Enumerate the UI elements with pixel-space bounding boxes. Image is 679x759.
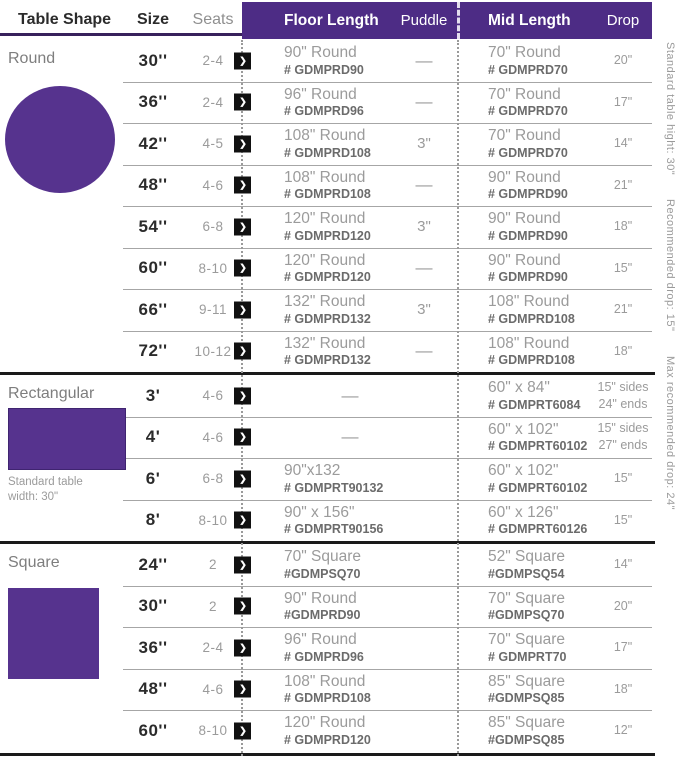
- size-cell: 8': [145, 510, 161, 530]
- floor-length-cell: [242, 504, 390, 537]
- section-label-rectangular: Rectangular: [8, 385, 95, 402]
- size-cell: 48'': [138, 175, 168, 195]
- column-header-mid-length: Mid Length: [488, 11, 571, 29]
- floor-part-number: # GDMPRD108: [284, 187, 371, 202]
- chart-header: [0, 0, 679, 40]
- seats-cell: 2-4: [202, 94, 224, 110]
- size-cell: 30'': [138, 596, 168, 616]
- floor-length-value: 96" Round: [284, 631, 357, 649]
- size-cell: 60'': [138, 258, 168, 278]
- puddle-cell: 3": [417, 301, 431, 319]
- drop-cell: 20": [613, 53, 633, 68]
- drop-sides: 15" sides: [597, 421, 649, 436]
- puddle-cell: —: [415, 175, 433, 195]
- size-cell: 36'': [138, 637, 168, 657]
- column-header-table-shape: Table Shape: [18, 11, 112, 28]
- floor-part-number: # GDMPRD132: [284, 353, 371, 368]
- floor-length-cell: [242, 44, 390, 77]
- mid-length-value: 90" Round: [488, 168, 561, 186]
- seats-cell: 6-8: [202, 471, 224, 487]
- drop-cell: [594, 420, 652, 454]
- arrow-icon: ❯: [234, 260, 251, 277]
- floor-length-value: 108" Round: [284, 127, 366, 145]
- floor-length-cell: [242, 631, 390, 664]
- table-row: [0, 627, 679, 669]
- mid-length-value: 60" x 102": [488, 420, 559, 438]
- floor-length-cell: [242, 673, 390, 706]
- table-row: [0, 500, 679, 542]
- arrow-icon: ❯: [234, 681, 251, 698]
- seats-cell: 2-4: [202, 640, 224, 656]
- drop-ends: 27" ends: [598, 438, 648, 453]
- floor-length-value: 90" Round: [284, 589, 357, 607]
- seats-cell: 8-10: [198, 723, 228, 739]
- arrow-icon: ❯: [234, 177, 251, 194]
- mid-part-number: # GDMPRD90: [488, 228, 568, 243]
- floor-length-cell: [242, 252, 390, 285]
- mid-part-number: # GDMPRD70: [488, 145, 568, 160]
- floor-length-value: 120" Round: [284, 251, 366, 269]
- mid-length-cell: [458, 169, 594, 202]
- floor-length-value: 108" Round: [284, 672, 366, 690]
- arrow-icon: ❯: [234, 94, 251, 111]
- arrow-icon: ❯: [234, 429, 251, 446]
- seats-cell: 2: [208, 598, 217, 614]
- floor-part-number: # GDMPRD120: [284, 270, 371, 285]
- floor-part-number: # GDMPRD96: [284, 649, 364, 664]
- floor-part-number: # GDMPRD96: [284, 104, 364, 119]
- floor-length-value: 120" Round: [284, 714, 366, 732]
- rectangle-shape-icon: [8, 408, 126, 470]
- mid-length-cell: [458, 590, 594, 623]
- table-row: [0, 206, 679, 248]
- floor-length-value: 132" Round: [284, 334, 366, 352]
- size-cell: 60'': [138, 720, 168, 740]
- floor-length-cell: [242, 462, 390, 495]
- arrow-icon: ❯: [234, 722, 251, 739]
- drop-cell: 18": [613, 681, 633, 696]
- mid-length-value: 70" Round: [488, 85, 561, 103]
- drop-cell: 15": [613, 471, 633, 486]
- shape-cell-square: [0, 544, 122, 572]
- floor-length-cell: [242, 210, 390, 243]
- floor-length-cell: [242, 86, 390, 119]
- mid-length-cell: [458, 379, 594, 412]
- mid-length-value: 85" Square: [488, 714, 566, 732]
- drop-cell: 14": [613, 136, 633, 151]
- mid-length-cell: [458, 335, 594, 368]
- square-shape-icon: [8, 588, 99, 679]
- mid-length-cell: [458, 631, 594, 664]
- section-label-round: Round: [8, 50, 56, 67]
- seats-cell: 8-10: [198, 260, 228, 276]
- seats-cell: 4-6: [202, 177, 224, 193]
- table-row: [0, 289, 679, 331]
- column-header-floor-length: Floor Length: [284, 11, 379, 29]
- size-cell: 24'': [138, 554, 168, 574]
- drop-ends: 24" ends: [598, 396, 648, 411]
- column-header-size: Size: [136, 11, 169, 28]
- bottom-border: [0, 753, 655, 756]
- floor-length-cell: [242, 335, 390, 368]
- column-header-seats: Seats: [192, 11, 234, 28]
- floor-part-number: # GDMPRD120: [284, 228, 371, 243]
- arrow-icon: ❯: [234, 512, 251, 529]
- seats-cell: 10-12: [194, 343, 232, 359]
- mid-length-cell: [458, 462, 594, 495]
- floor-length-value: 120" Round: [284, 210, 366, 228]
- mid-part-number: # GDMPRD108: [488, 311, 575, 326]
- floor-length-cell: [242, 548, 390, 581]
- floor-length-value: 90" x 156": [284, 503, 355, 521]
- table-row: [0, 586, 679, 628]
- mid-part-number: # GDMPRD70: [488, 62, 568, 77]
- drop-cell: 20": [613, 598, 633, 613]
- floor-length-cell: [242, 590, 390, 623]
- table-row: [0, 710, 679, 752]
- seats-cell: 8-10: [198, 512, 228, 528]
- size-cell: 42'': [138, 133, 168, 153]
- seats-cell: 6-8: [202, 219, 224, 235]
- column-header-puddle: Puddle: [400, 12, 448, 29]
- arrow-icon: ❯: [234, 556, 251, 573]
- mid-length-value: 108" Round: [488, 334, 570, 352]
- floor-part-number: # GDMPRD108: [284, 145, 371, 160]
- puddle-cell: —: [415, 341, 433, 361]
- size-cell: 54'': [138, 216, 168, 236]
- size-cell: 3': [145, 385, 161, 405]
- floor-length-value: 90"x132: [284, 462, 341, 480]
- floor-part-number: # GDMPRD132: [284, 311, 371, 326]
- puddle-cell: 3": [417, 135, 431, 153]
- mid-part-number: # GDMPRT60126: [488, 522, 588, 537]
- mid-part-number: #GDMPSQ70: [488, 608, 565, 623]
- mid-length-value: 60" x 102": [488, 462, 559, 480]
- mid-part-number: #GDMPSQ54: [488, 566, 565, 581]
- arrow-icon: ❯: [234, 52, 251, 69]
- floor-length-value: 96" Round: [284, 85, 357, 103]
- puddle-cell: 3": [417, 218, 431, 236]
- mid-length-value: 70" Square: [488, 589, 566, 607]
- side-note-max-drop: Max recommended drop: 24": [664, 355, 676, 510]
- mid-part-number: # GDMPRD70: [488, 104, 568, 119]
- size-cell: 36'': [138, 92, 168, 112]
- size-cell: 72'': [138, 341, 168, 361]
- drop-cell: 17": [613, 94, 633, 109]
- size-cell: 48'': [138, 679, 168, 699]
- drop-cell: 18": [613, 343, 633, 358]
- mid-length-value: 90" Round: [488, 251, 561, 269]
- drop-cell: 18": [613, 219, 633, 234]
- puddle-cell: —: [415, 50, 433, 70]
- round-shape-icon: [5, 86, 115, 193]
- seats-cell: 2: [208, 557, 217, 573]
- mid-length-value: 70" Square: [488, 631, 566, 649]
- floor-length-value: 90" Round: [284, 44, 357, 62]
- mid-length-cell: [458, 714, 594, 747]
- mid-length-value: 70" Round: [488, 44, 561, 62]
- arrow-icon: ❯: [234, 387, 251, 404]
- mid-length-cell: [458, 421, 594, 454]
- seats-cell: 4-6: [202, 681, 224, 697]
- mid-length-cell: [458, 293, 594, 326]
- mid-part-number: #GDMPSQ85: [488, 732, 565, 747]
- mid-length-cell: [458, 673, 594, 706]
- arrow-icon: ❯: [234, 470, 251, 487]
- arrow-icon: ❯: [234, 135, 251, 152]
- mid-part-number: # GDMPRT60102: [488, 439, 588, 454]
- drop-cell: 21": [613, 302, 633, 317]
- size-cell: 4': [145, 427, 161, 447]
- arrow-icon: ❯: [234, 301, 251, 318]
- floor-length-cell: —: [341, 427, 359, 447]
- mid-length-value: 52" Square: [488, 548, 566, 566]
- puddle-cell: —: [415, 258, 433, 278]
- section-round: [0, 40, 679, 372]
- floor-length-cell: [242, 293, 390, 326]
- floor-length-value: 108" Round: [284, 168, 366, 186]
- drop-cell: 14": [613, 557, 633, 572]
- mid-part-number: # GDMPRT70: [488, 649, 567, 664]
- band-dashed-divider: [457, 2, 460, 39]
- mid-length-cell: [458, 44, 594, 77]
- section-label-square: Square: [8, 554, 60, 571]
- floor-part-number: # GDMPRT90132: [284, 480, 384, 495]
- floor-part-number: #GDMPSQ70: [284, 566, 361, 581]
- floor-length-cell: [242, 127, 390, 160]
- side-note: [664, 42, 676, 534]
- mid-length-value: 70" Round: [488, 127, 561, 145]
- arrow-icon: ❯: [234, 598, 251, 615]
- header-underline: [0, 33, 243, 36]
- floor-part-number: # GDMPRD108: [284, 691, 371, 706]
- mid-length-value: 108" Round: [488, 293, 570, 311]
- arrow-icon: ❯: [234, 218, 251, 235]
- drop-sides: 15" sides: [597, 379, 649, 394]
- floor-part-number: # GDMPRD120: [284, 732, 371, 747]
- drop-cell: 12": [613, 723, 633, 738]
- drop-cell: 17": [613, 640, 633, 655]
- mid-part-number: # GDMPRD90: [488, 187, 568, 202]
- seats-cell: 4-6: [202, 388, 224, 404]
- seats-cell: 2-4: [202, 53, 224, 69]
- shape-cell-round: [0, 40, 122, 68]
- seats-cell: 9-11: [198, 302, 228, 318]
- arrow-icon: ❯: [234, 343, 251, 360]
- mid-part-number: #GDMPSQ85: [488, 691, 565, 706]
- floor-length-value: 132" Round: [284, 293, 366, 311]
- purple-header-band: [242, 2, 652, 39]
- mid-length-value: 90" Round: [488, 210, 561, 228]
- arrow-icon: ❯: [234, 639, 251, 656]
- floor-length-cell: —: [341, 385, 359, 405]
- dotted-divider-right: [457, 40, 459, 756]
- mid-length-value: 60" x 126": [488, 503, 559, 521]
- mid-length-cell: [458, 86, 594, 119]
- puddle-cell: —: [415, 92, 433, 112]
- size-cell: 6': [145, 468, 161, 488]
- size-cell: 30'': [138, 50, 168, 70]
- mid-length-cell: [458, 127, 594, 160]
- side-note-table-height: Standard table hight: 30": [664, 42, 676, 176]
- floor-length-cell: [242, 169, 390, 202]
- mid-part-number: # GDMPRD108: [488, 353, 575, 368]
- shape-cell-rectangular: [0, 375, 122, 503]
- mid-part-number: # GDMPRT6084: [488, 397, 581, 412]
- rectangular-caption: Standard table width: 30": [8, 476, 83, 503]
- table-row: [0, 331, 679, 373]
- table-row: [0, 669, 679, 711]
- size-cell: 66'': [138, 299, 168, 319]
- section-rectangular: [0, 375, 679, 541]
- floor-part-number: # GDMPRD90: [284, 62, 364, 77]
- mid-length-cell: [458, 504, 594, 537]
- floor-length-value: 70" Square: [284, 548, 362, 566]
- column-header-drop: Drop: [606, 12, 640, 29]
- seats-cell: 4-6: [202, 429, 224, 445]
- drop-cell: 15": [613, 260, 633, 275]
- side-note-recommended-drop: Recommended drop: 15": [664, 199, 676, 332]
- drop-cell: 15": [613, 512, 633, 527]
- floor-part-number: #GDMPRD90: [284, 608, 361, 623]
- drop-cell: 21": [613, 177, 633, 192]
- floor-part-number: # GDMPRT90156: [284, 522, 384, 537]
- mid-length-cell: [458, 252, 594, 285]
- section-square: [0, 544, 679, 752]
- mid-part-number: # GDMPRD90: [488, 270, 568, 285]
- floor-length-cell: [242, 714, 390, 747]
- mid-part-number: # GDMPRT60102: [488, 480, 588, 495]
- mid-length-cell: [458, 548, 594, 581]
- drop-cell: [594, 379, 652, 413]
- mid-length-value: 60" x 84": [488, 379, 550, 397]
- mid-length-value: 85" Square: [488, 672, 566, 690]
- table-row: [0, 248, 679, 290]
- seats-cell: 4-5: [202, 136, 224, 152]
- mid-length-cell: [458, 210, 594, 243]
